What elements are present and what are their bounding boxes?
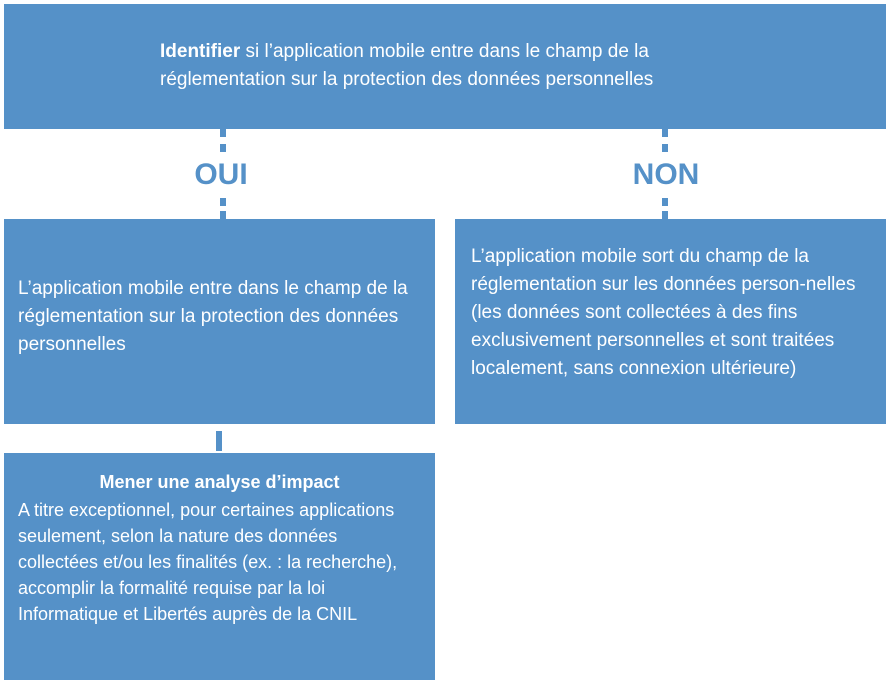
impact-text: A titre exceptionnel, pour certaines applications seulement, selon la nature des données collectées et/ou les finalités (ex. : la recherche), accomplir la formalité requise par la loi Informatique et Libertés auprès de la CNIL bbox=[18, 500, 398, 624]
impact-heading: Mener une analyse d’impact bbox=[99, 472, 340, 492]
connector-dot bbox=[220, 129, 226, 137]
connector-dot bbox=[220, 198, 226, 206]
yes-label: OUI bbox=[194, 158, 248, 191]
impact-box bbox=[4, 453, 435, 680]
identify-text-2: réglementation sur la protection des données personnelles bbox=[160, 69, 654, 90]
no-box bbox=[455, 219, 886, 424]
connector-dot bbox=[662, 198, 668, 206]
identify-text-1: si l’application mobile entre dans le champ de la bbox=[240, 41, 649, 62]
yes-box-text: L’application mobile entre dans le champ de la réglementation sur la protection des données personnelles bbox=[18, 278, 408, 355]
connector-dot bbox=[220, 144, 226, 152]
yes-box bbox=[4, 219, 435, 424]
identify-bold-word: Identifier bbox=[160, 41, 241, 62]
identify-box bbox=[4, 4, 886, 129]
no-label: NON bbox=[632, 158, 700, 191]
connector-line bbox=[216, 431, 222, 451]
identify-line-1 bbox=[160, 38, 886, 66]
connector-dot bbox=[220, 211, 226, 219]
connector-dot bbox=[662, 129, 668, 137]
no-box-text: L’application mobile sort du champ de la réglementation sur les données person-nelles (les données sont collectées à des fins exclusivement personnelles et sont traitées localement, sans connexion ultérieure) bbox=[471, 246, 856, 379]
connector-dot bbox=[662, 144, 668, 152]
connector-dot bbox=[662, 211, 668, 219]
